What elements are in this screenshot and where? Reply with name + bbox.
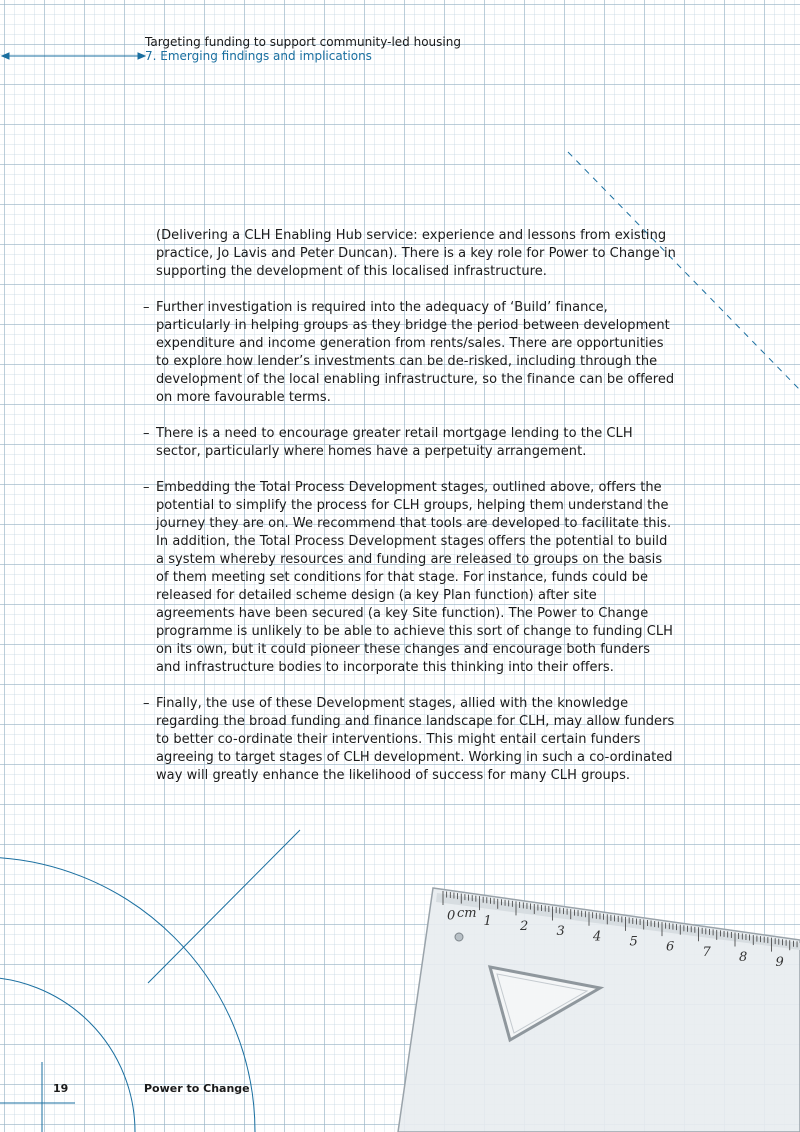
list-item (143, 479, 678, 677)
ruler-label: 7 (702, 944, 711, 960)
ruler-label: 9 (775, 955, 784, 971)
bullet-text: Finally, the use of these Development stages, allied with the knowledge regarding the broad funding and finance landscape for CLH, may allow funders to better co-ordinate their interventions. This might entail certain funders agreeing to target stages of CLH development. Working in such a co-ordinated way will greatly enhance the likelihood of success for many CLH groups. (156, 696, 675, 783)
ruler-label: 5 (629, 934, 638, 950)
main-content (143, 227, 678, 803)
ruler-label: 6 (666, 939, 675, 955)
running-header (145, 35, 461, 63)
bullet-text: Embedding the Total Process Development stages, outlined above, offers the potential to simplify the process for CLH groups, helping them understand the journey they are on. We recommend that tools are developed to facilitate this. In addition, the Total Process Development stages offers the potential to build a system whereby resources and funding are released to groups on the basis of them meeting set conditions for that stage. For instance, funds could be released for detailed scheme design (a key Plan function) after site agreements have been secured (a key Site function). The Power to Change programme is unlikely to be able to achieve this sort of change to funding CLH on its own, but it could pioneer these changes and encourage both funders and infrastructure bodies to incorporate this thinking into their offers. (156, 480, 674, 675)
document-title: Targeting funding to support community-led housing (145, 35, 461, 49)
section-title: 7. Emerging findings and implications (145, 49, 372, 63)
bullet-dash: – (143, 696, 150, 711)
ruler-label: 0 (447, 908, 456, 924)
ruler-label: 3 (556, 924, 565, 940)
bullet-dash: – (143, 300, 150, 315)
bullet-text: There is a need to encourage greater retail mortgage lending to the CLH sector, particularly where homes have a perpetuity arrangement. (156, 426, 633, 459)
list-item (143, 695, 678, 785)
footer-publication: Power to Change (144, 1082, 250, 1095)
continuation-paragraph: (Delivering a CLH Enabling Hub service: experience and lessons from existing practice, Jo Lavis and Peter Duncan). There is a key role for Power to Change in supporting the development of this localised infrastructure. (156, 228, 676, 279)
list-item (143, 425, 678, 461)
bullet-dash: – (143, 426, 150, 441)
ruler-label: 1 (483, 913, 492, 929)
set-square-ruler (398, 888, 800, 1132)
bullet-dash: – (143, 480, 150, 495)
ruler-label: 8 (739, 950, 748, 966)
list-item (143, 299, 678, 407)
ruler-unit-label: cm (457, 906, 477, 921)
ruler-label: 4 (593, 929, 602, 945)
ruler-label: 2 (520, 918, 529, 934)
bullet-text: Further investigation is required into the adequacy of ‘Build’ finance, particularly in helping groups as they bridge the period between development expenditure and income generation from rents/sales. There are opportunities to explore how lender’s investments can be de-risked, including through the development of the local enabling infrastructure, so the finance can be offered on more favourable terms. (156, 300, 675, 405)
header-arrow (2, 53, 145, 59)
page-number: 19 (53, 1082, 69, 1095)
